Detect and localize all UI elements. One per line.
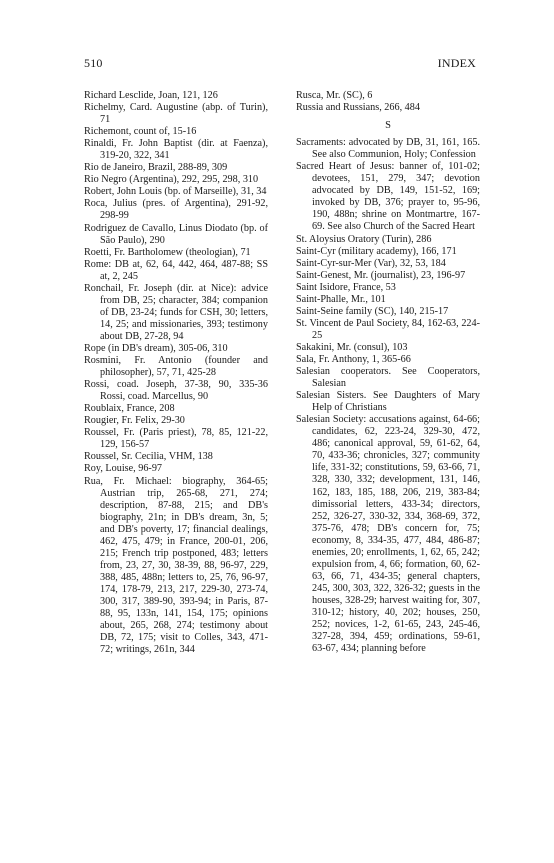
index-entry: St. Vincent de Paul Society, 84, 162-63, 224-25 [296,317,480,341]
index-column-left [84,90,268,656]
index-entry: Rinaldi, Fr. John Baptist (dir. at Faenza), 319-20, 322, 341 [84,138,268,162]
page-number: 510 [84,56,103,70]
index-column-right [296,90,480,655]
index-entry: Sacraments: advocated by DB, 31, 161, 165. See also Communion, Holy; Confession [296,137,480,161]
index-entry: Richemont, count of, 15-16 [84,126,197,138]
index-entry: Sakakini, Mr. (consul), 103 [296,341,408,353]
index-entry: Roca, Julius (pres. of Argentina), 291-92, 298-99 [84,198,268,222]
index-entry: Rosmini, Fr. Antonio (founder and philosopher), 57, 71, 425-28 [84,355,268,379]
index-entry: Saint Isidore, France, 53 [296,281,396,293]
index-entry: Sala, Fr. Anthony, 1, 365-66 [296,353,411,365]
index-entry: Salesian Society: accusations against, 64-66; candidates, 62, 223-24, 329-30, 472, 486; canonical approval, 59, 61-62, 64, 70, 433-36; chronicles, 327; community life, 331-32; constitutions, 59, 63-66, 71, 328, 330, 332; development, 131, 146, 162, 183, 185, 188, 206, 219, 383-84; dimissorial letters, 433-34; directors, 252, 326-27, 330-32, 334, 368-69, 372, 375-76, 478; DB's concern for, 75; economy, 8, 334-35, 477, 484, 486-87; enemies, 20; enrollments, 1, 62, 65, 242; expulsion from, 4, 66; formation, 60, 62-63, 66, 71, 434-35; general chapters, 245, 300, 303, 322, 326-32; guests in the houses, 328-29; harvest waiting for, 307, 310-12; history, 40, 202; houses, 250, 252; novices, 1-2, 61-65, 243, 245-46, 327-28, 394, 459; ordinations, 59-61, 63-67, 434; planning before [296,414,480,655]
index-entry: Rougier, Fr. Felix, 29-30 [84,415,185,427]
index-entry: Saint-Phalle, Mr., 101 [296,293,386,305]
index-entry: Robert, John Louis (bp. of Marseille), 31, 34 [84,186,267,198]
index-entry: Roublaix, France, 208 [84,403,175,415]
index-entry: Richelmy, Card. Augustine (abp. of Turin), 71 [84,102,268,126]
page-header [84,56,476,71]
index-entry: Saint-Seine family (SC), 140, 215-17 [296,305,449,317]
index-entry: Rio de Janeiro, Brazil, 288-89, 309 [84,162,228,174]
index-entry: Roussel, Sr. Cecilia, VHM, 138 [84,451,213,463]
index-entry: Russia and Russians, 266, 484 [296,102,420,114]
index-entry: Rodriguez de Cavallo, Linus Diodato (bp. of São Paulo), 290 [84,222,268,246]
index-entry: Rua, Fr. Michael: biography, 364-65; Austrian trip, 265-68, 271, 274; description, 87-88, 215; and DB's biography, 21n; in DB's dream, 3n, 5; and DB's poverty, 17; financial dealings, 462, 475, 479; in France, 200-01, 206, 215; French trip postponed, 483; letters from, 23, 27, 30, 38-39, 88, 96-97, 229, 388, 485, 488n; letters to, 25, 76, 96-97, 174, 178-79, 213, 217, 229-30, 273-74, 300, 317, 389-90, 393-94; in Paris, 87-88, 95, 133n, 141, 154, 175; opinions about, 265, 268, 274; testimony about DB, 72, 175; visit to Colles, 343, 471-72; writings, 261n, 344 [84,475,268,656]
index-entry: Rope (in DB's dream), 305-06, 310 [84,342,228,354]
index-entry: Salesian cooperators. See Cooperators, Salesian [296,366,480,390]
index-entry: Rome: DB at, 62, 64, 442, 464, 487-88; SS at, 2, 245 [84,258,268,282]
index-entry: Salesian Sisters. See Daughters of Mary Help of Christians [296,390,480,414]
index-entry: Sacred Heart of Jesus: banner of, 101-02; devotees, 151, 279, 347; devotion advocated by DB, 149, 151-52, 169; invoked by DB, 376; prayer to, 95-96, 190, 488n; shrine on Montmartre, 167-69. See also Church of the Sacred Heart [296,161,480,233]
index-entry: Saint-Cyr (military academy), 166, 171 [296,245,457,257]
index-entry: Rossi, coad. Joseph, 37-38, 90, 335-36 Rossi, coad. Marcellus, 90 [84,379,268,403]
index-entry: Saint-Cyr-sur-Mer (Var), 32, 53, 184 [296,257,446,269]
index-entry: St. Aloysius Oratory (Turin), 286 [296,233,432,245]
index-entry: Rusca, Mr. (SC), 6 [296,90,373,101]
index-entry: Ronchail, Fr. Joseph (dir. at Nice): advice from DB, 25; character, 384; companion of DB, 23-24; funds for CSH, 30; letters, 14, 25; and missionaries, 393; testimony about DB, 27-28, 94 [84,282,268,342]
running-title: INDEX [437,56,476,70]
index-entry: Rio Negro (Argentina), 292, 295, 298, 310 [84,174,259,186]
index-entry: Roussel, Fr. (Paris priest), 78, 85, 121-22, 129, 156-57 [84,427,268,451]
index-entry: Saint-Genest, Mr. (journalist), 23, 196-97 [296,269,466,281]
index-entry: Richard Lesclide, Joan, 121, 126 [84,90,218,101]
section-letter-heading: S [385,120,391,132]
index-entry: Roy, Louise, 96-97 [84,463,163,475]
index-entry: Roetti, Fr. Bartholomew (theologian), 71 [84,246,251,258]
